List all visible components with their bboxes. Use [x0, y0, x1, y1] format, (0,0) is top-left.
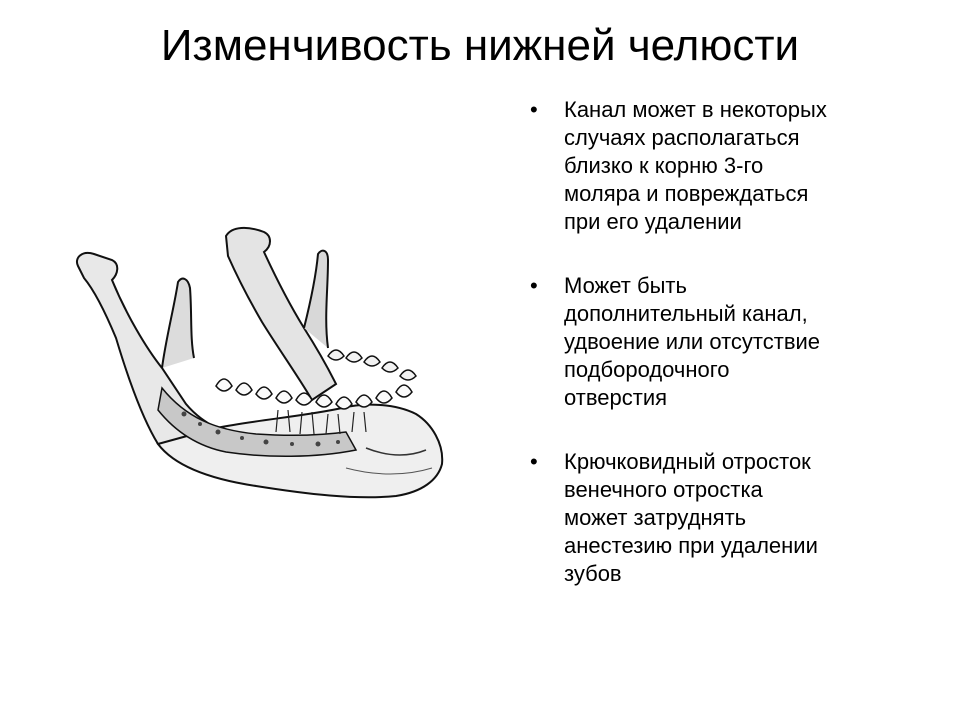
bullet-item [530, 272, 930, 412]
mandible-illustration [66, 218, 446, 514]
bullet-text: Канал может в некоторых случаях располагаться близко к корню 3-го моляра и повреждаться при его удалении [564, 97, 827, 234]
bullet-item [530, 448, 930, 588]
bullet-text: Может быть дополнительный канал, удвоение или отсутствие подбородочного отверстия [564, 273, 821, 410]
bullet-item [530, 96, 930, 236]
slide-title: Изменчивость нижней челюсти [160, 21, 800, 70]
bullet-text: Крючковидный отросток венечного отростка может затруднять анестезию при удалении зубов [564, 449, 818, 586]
bullet-marker: • [530, 449, 538, 474]
bullet-marker: • [530, 97, 538, 122]
bullet-marker: • [530, 273, 538, 298]
bullet-list [530, 96, 930, 624]
